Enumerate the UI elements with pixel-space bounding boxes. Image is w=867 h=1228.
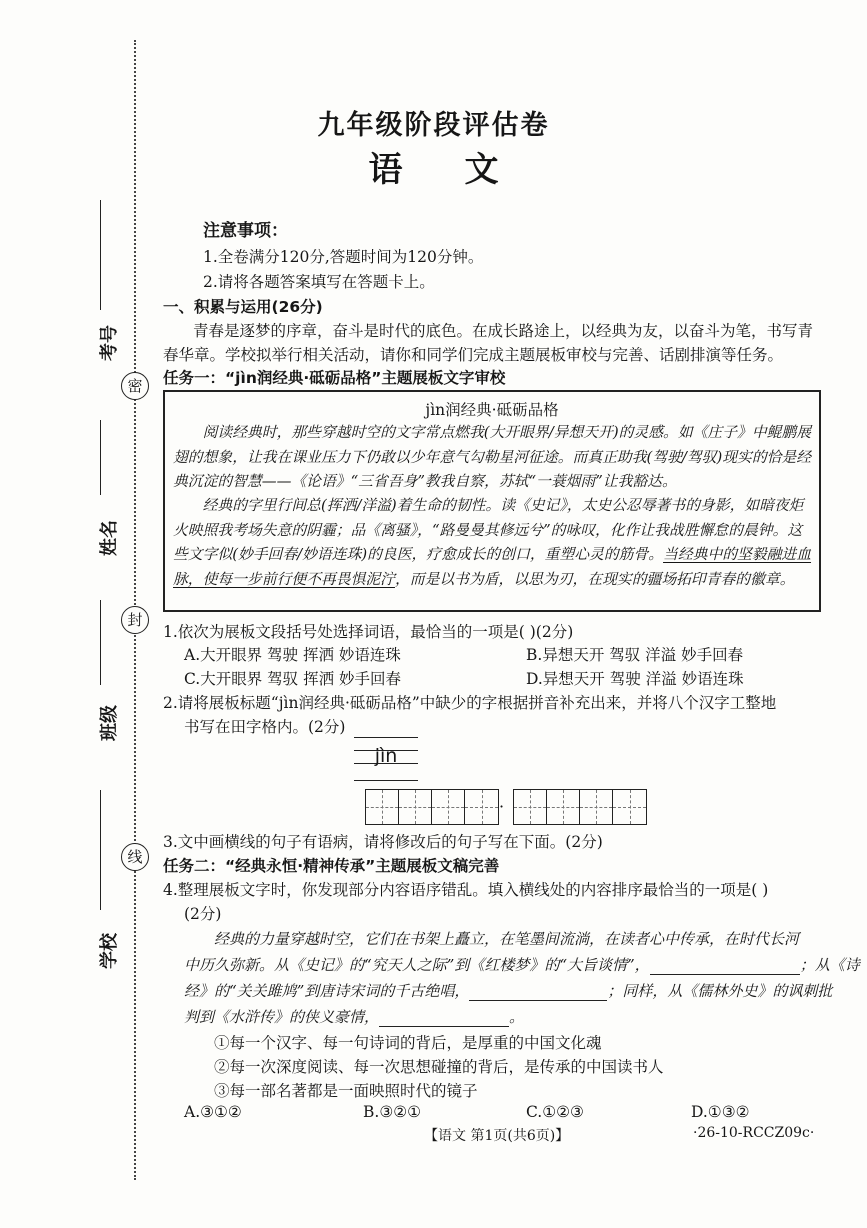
task1-heading: 任务一：“jìn润经典·砥砺品格”主题展板文字审校 xyxy=(163,369,506,387)
q4-option-c[interactable]: C.①②③ xyxy=(526,1103,584,1121)
grid-cell[interactable] xyxy=(613,790,646,824)
exhibit-p2-part1: 经典的字里行间总(挥洒/洋溢)着生命的韧性。读《史记》，太史公忍辱著书的身影，如暗夜炬火映照我考场失意的阴霾；品《离骚》，“路曼曼其修远兮”的咏叹，化作让我战胜懈怠的晨钟。这些文字似(妙手回春/妙语连珠)的良医，疗愈成长的创口，重塑心灵的筋骨。 xyxy=(173,497,804,563)
q4-item-2: ②每一次深度阅读、每一次思想碰撞的背后，是传承的中国读书人 xyxy=(214,1058,664,1076)
q4-paragraph-line2 xyxy=(184,954,860,975)
grid-cell[interactable] xyxy=(399,790,432,824)
exam-number-field[interactable] xyxy=(84,200,118,370)
grid-cell[interactable] xyxy=(580,790,613,824)
exam-number-label: 考号 xyxy=(99,325,120,361)
grid-cell[interactable] xyxy=(366,790,399,824)
q4-option-a[interactable]: A.③①② xyxy=(184,1103,242,1121)
q2-stem-line2: 书写在田字格内。(2分) xyxy=(184,718,346,736)
exhibit-p2-part2: ，而是以书为盾，以思为刃，在现实的疆场拓印青春的徽章。 xyxy=(394,570,795,588)
pinyin-text: jìn xyxy=(374,745,398,767)
school-label: 学校 xyxy=(99,933,120,969)
seal-feng: 封 xyxy=(121,606,149,634)
grid-cell[interactable] xyxy=(547,790,580,824)
tianzige-grid-right[interactable] xyxy=(513,789,647,825)
grid-separator-dot: · xyxy=(499,797,505,816)
section-intro-line2: 春华章。学校拟举行相关活动，请你和同学们完成主题展板审校与完善、话剧排演等任务。 xyxy=(163,346,784,364)
answer-blank-2[interactable] xyxy=(469,984,607,1001)
grid-cell[interactable] xyxy=(432,790,465,824)
q1-stem: 1.依次为展板文段括号处选择词语，最恰当的一项是( )(2分) xyxy=(163,623,574,641)
school-line xyxy=(100,790,101,910)
school-field[interactable] xyxy=(84,790,118,975)
q3-stem: 3.文中画横线的句子有语病，请将修改后的句子写在下面。(2分) xyxy=(163,833,603,851)
grid-cell[interactable] xyxy=(514,790,547,824)
q4-text: ；从《诗 xyxy=(799,956,860,974)
q4-text: 中历久弥新。从《史记》的“究天人之际”到《红楼梦》的“大旨谈情”， xyxy=(184,956,650,974)
q4-item-1: ①每一个汉字、每一句诗词的背后，是厚重的中国文化魂 xyxy=(214,1034,602,1052)
q4-text: 经》的“关关雎鸠”到唐诗宋词的千古绝唱， xyxy=(184,982,470,1000)
pinyin-writing-box xyxy=(354,737,418,781)
q4-option-d[interactable]: D.①③② xyxy=(691,1103,750,1121)
exhibit-title: jìn润经典·砥砺品格 xyxy=(425,401,559,419)
class-field[interactable] xyxy=(84,600,118,775)
grid-cell[interactable] xyxy=(465,790,498,824)
section-heading: 一、积累与运用(26分) xyxy=(163,298,323,316)
seal-xian: 线 xyxy=(121,843,149,871)
subject-title: 语文 xyxy=(368,150,561,190)
notice-item-1: 1.全卷满分120分,答题时间为120分钟。 xyxy=(203,248,484,266)
exhibit-paragraph-2 xyxy=(173,494,813,592)
exhibit-paragraph-1: 阅读经典时，那些穿越时空的文字常点燃我(大开眼界/异想天开)的灵感。如《庄子》中鲲鹏展翅的想象，让我在课业压力下仍敢以少年意气勾勒星河征途。而真正助我(驾驶/驾驭)现实的恰是经典沉淀的智慧——《论语》“三省吾身”教我自察，苏轼“一蓑烟雨”让我豁达。 xyxy=(173,424,812,490)
q4-item-3: ③每一部名著都是一面映照时代的镜子 xyxy=(214,1082,478,1100)
section-intro-line1: 青春是逐梦的序章，奋斗是时代的底色。在成长路途上，以经典为友，以奋斗为笔，书写青 xyxy=(193,322,814,340)
q2-stem-line1: 2.请将展板标题“jìn润经典·砥砺品格”中缺少的字根据拼音补充出来，并将八个汉字工整地 xyxy=(163,694,777,712)
seal-mi: 密 xyxy=(121,372,149,400)
name-line xyxy=(100,420,101,495)
paper-code: ·26-10-RCCZ09c· xyxy=(693,1125,815,1141)
class-label: 班级 xyxy=(99,705,120,741)
answer-blank-1[interactable] xyxy=(650,958,800,975)
q4-text: 判到《水浒传》的侠义豪情， xyxy=(184,1008,380,1026)
q4-text: 。 xyxy=(509,1008,525,1026)
answer-blank-3[interactable] xyxy=(379,1010,509,1027)
q4-text: ；同样，从《儒林外史》的讽刺批 xyxy=(607,982,833,1000)
q4-paragraph-line4 xyxy=(184,1006,524,1027)
notice-heading: 注意事项： xyxy=(203,221,288,241)
q1-option-c[interactable]: C.大开眼界 驾驭 挥洒 妙手回春 xyxy=(184,670,402,688)
q4-paragraph-line3 xyxy=(184,980,832,1001)
notice-item-2: 2.请将各题答案填写在答题卡上。 xyxy=(203,273,435,291)
q1-option-d[interactable]: D.异想天开 驾驶 洋溢 妙语连珠 xyxy=(526,670,744,688)
q4-stem-line1: 4.整理展板文字时，你发现部分内容语序错乱。填入横线处的内容排序最恰当的一项是( ) xyxy=(163,881,769,899)
q4-paragraph-line1: 经典的力量穿越时空，它们在书架上矗立，在笔墨间流淌，在读者心中传承，在时代长河 xyxy=(214,930,800,948)
pinyin-line-1 xyxy=(354,737,418,738)
name-label: 姓名 xyxy=(99,520,120,556)
exam-title: 九年级阶段评估卷 xyxy=(317,110,550,141)
tianzige-grid-left[interactable] xyxy=(365,789,499,825)
q4-stem-line2: (2分) xyxy=(184,905,222,923)
q1-option-b[interactable]: B.异想天开 驾驭 洋溢 妙手回春 xyxy=(526,646,744,664)
page-number: 【语文 第1页(共6页)】 xyxy=(424,1128,570,1144)
class-line xyxy=(100,600,101,685)
q4-option-b[interactable]: B.③②① xyxy=(363,1103,422,1121)
exhibit-text-box xyxy=(163,390,821,612)
underlined-sentence: 当经典中的坚毅融进血脉，使每一步前行便不再畏惧泥泞 xyxy=(173,546,812,588)
exam-number-line xyxy=(100,200,101,310)
q1-option-a[interactable]: A.大开眼界 驾驶 挥洒 妙语连珠 xyxy=(184,646,401,664)
pinyin-line-4 xyxy=(354,780,418,781)
name-field[interactable] xyxy=(84,420,118,585)
task2-heading: 任务二：“经典永恒·精神传承”主题展板文稿完善 xyxy=(163,857,500,875)
